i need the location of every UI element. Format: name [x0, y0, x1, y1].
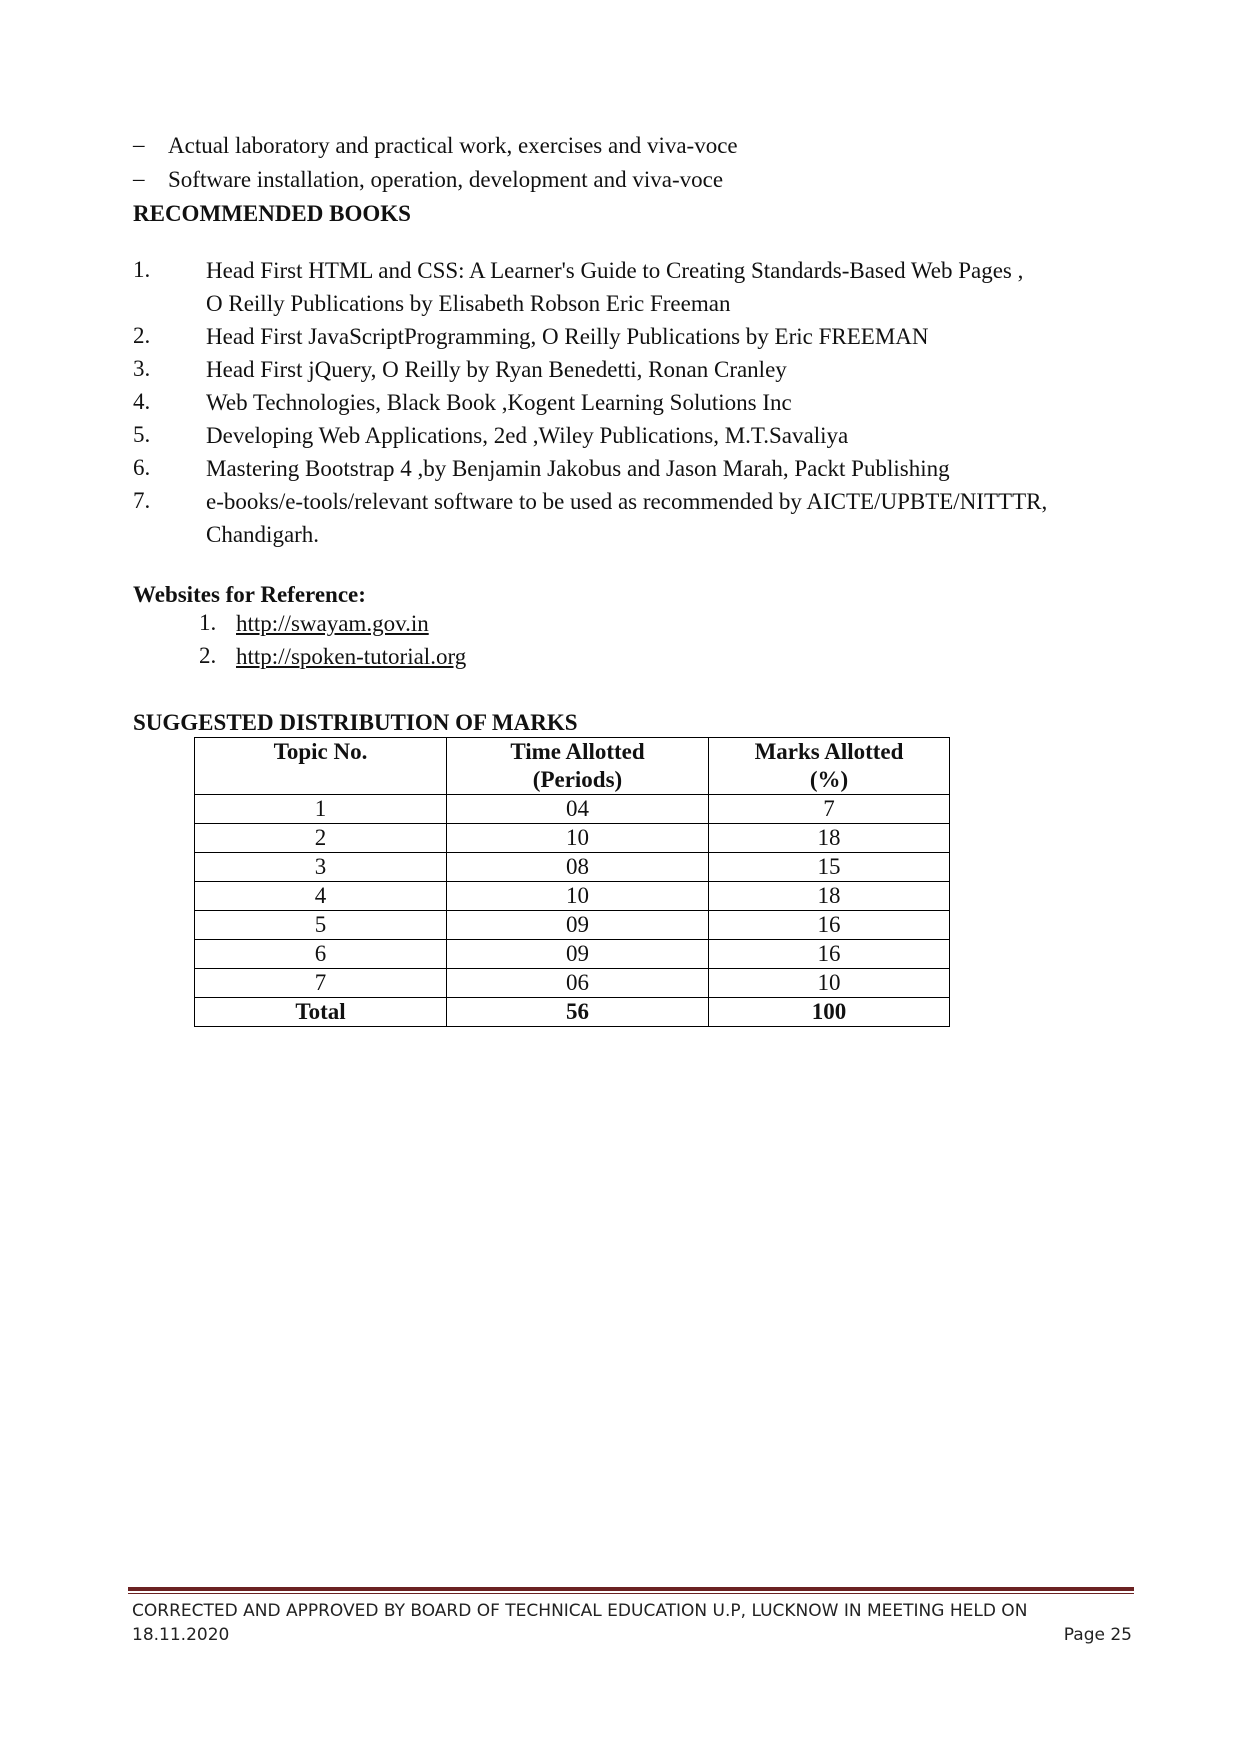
footer-rule-thin [128, 1593, 1134, 1594]
book-title: Head First HTML and CSS: A Learner's Guide to Creating Standards-Based Web Pages , [206, 258, 1024, 283]
topic-cell: 2 [195, 824, 447, 853]
book-title-continued: Chandigarh. [206, 522, 320, 547]
bullet-item: Software installation, operation, development and viva-voce [168, 167, 724, 192]
footer-approval-text: CORRECTED AND APPROVED BY BOARD OF TECHNICAL EDUCATION U.P, LUCKNOW IN MEETING HELD ON [132, 1601, 1028, 1621]
website-link[interactable]: http://spoken-tutorial.org [236, 644, 467, 669]
website-number: 2. [199, 643, 217, 668]
table-row [195, 882, 950, 911]
time-cell: 04 [447, 795, 709, 824]
table-row [195, 969, 950, 998]
total-time: 56 [447, 998, 709, 1027]
books-heading: RECOMMENDED BOOKS [133, 201, 411, 226]
website-link[interactable]: http://swayam.gov.in [236, 611, 429, 636]
topic-cell: 6 [195, 940, 447, 969]
topic-cell: 1 [195, 795, 447, 824]
website-number: 1. [199, 610, 217, 635]
topic-cell: 4 [195, 882, 447, 911]
marks-cell: 18 [709, 882, 950, 911]
time-cell: 06 [447, 969, 709, 998]
total-label: Total [195, 998, 447, 1027]
marks-heading: SUGGESTED DISTRIBUTION OF MARKS [133, 710, 578, 735]
header-time [447, 738, 709, 795]
book-title: Head First JavaScriptProgramming, O Reilly Publications by Eric FREEMAN [206, 324, 929, 349]
topic-cell: 7 [195, 969, 447, 998]
header-time-unit: (Periods) [532, 767, 623, 792]
header-topic [195, 738, 447, 795]
book-number: 1. [133, 257, 151, 282]
topic-cell: 3 [195, 853, 447, 882]
table-row [195, 824, 950, 853]
table-row [195, 911, 950, 940]
book-title: Mastering Bootstrap 4 ,by Benjamin Jakobus and Jason Marah, Packt Publishing [206, 456, 950, 481]
footer-date: 18.11.2020 [132, 1625, 230, 1645]
table-row [195, 853, 950, 882]
time-cell: 10 [447, 824, 709, 853]
footer-rule [128, 1587, 1134, 1591]
dash-symbol: – [133, 132, 145, 157]
table-row [195, 795, 950, 824]
book-number: 5. [133, 422, 151, 447]
time-cell: 09 [447, 911, 709, 940]
book-number: 3. [133, 356, 151, 381]
marks-cell: 16 [709, 940, 950, 969]
topic-cell: 5 [195, 911, 447, 940]
marks-cell: 7 [709, 795, 950, 824]
book-title: e-books/e-tools/relevant software to be used as recommended by AICTE/UPBTE/NITTTR, [206, 489, 1048, 514]
total-marks: 100 [709, 998, 950, 1027]
dash-symbol: – [133, 166, 145, 191]
header-topic-label: Topic No. [273, 739, 368, 764]
page-footer [132, 1599, 1132, 1647]
marks-cell: 16 [709, 911, 950, 940]
time-cell: 09 [447, 940, 709, 969]
header-marks [709, 738, 950, 795]
book-number: 7. [133, 488, 151, 513]
header-time-label: Time Allotted [510, 739, 645, 764]
book-title: Developing Web Applications, 2ed ,Wiley Publications, M.T.Savaliya [206, 423, 849, 448]
book-title: Web Technologies, Black Book ,Kogent Learning Solutions Inc [206, 390, 792, 415]
book-number: 2. [133, 323, 151, 348]
websites-heading: Websites for Reference: [133, 582, 366, 607]
marks-cell: 10 [709, 969, 950, 998]
book-number: 6. [133, 455, 151, 480]
marks-cell: 18 [709, 824, 950, 853]
book-title: Head First jQuery, O Reilly by Ryan Benedetti, Ronan Cranley [206, 357, 787, 382]
time-cell: 10 [447, 882, 709, 911]
page-number: Page 25 [1063, 1625, 1132, 1645]
marks-cell: 15 [709, 853, 950, 882]
book-title-continued: O Reilly Publications by Elisabeth Robson Eric Freeman [206, 291, 731, 316]
table-row [195, 940, 950, 969]
time-cell: 08 [447, 853, 709, 882]
book-number: 4. [133, 389, 151, 414]
header-marks-label: Marks Allotted [754, 739, 904, 764]
table-total-row [195, 998, 950, 1027]
bullet-item: Actual laboratory and practical work, exercises and viva-voce [168, 133, 738, 158]
header-marks-unit: (%) [809, 767, 849, 792]
marks-table [194, 737, 950, 1027]
table-header-row [195, 738, 950, 795]
